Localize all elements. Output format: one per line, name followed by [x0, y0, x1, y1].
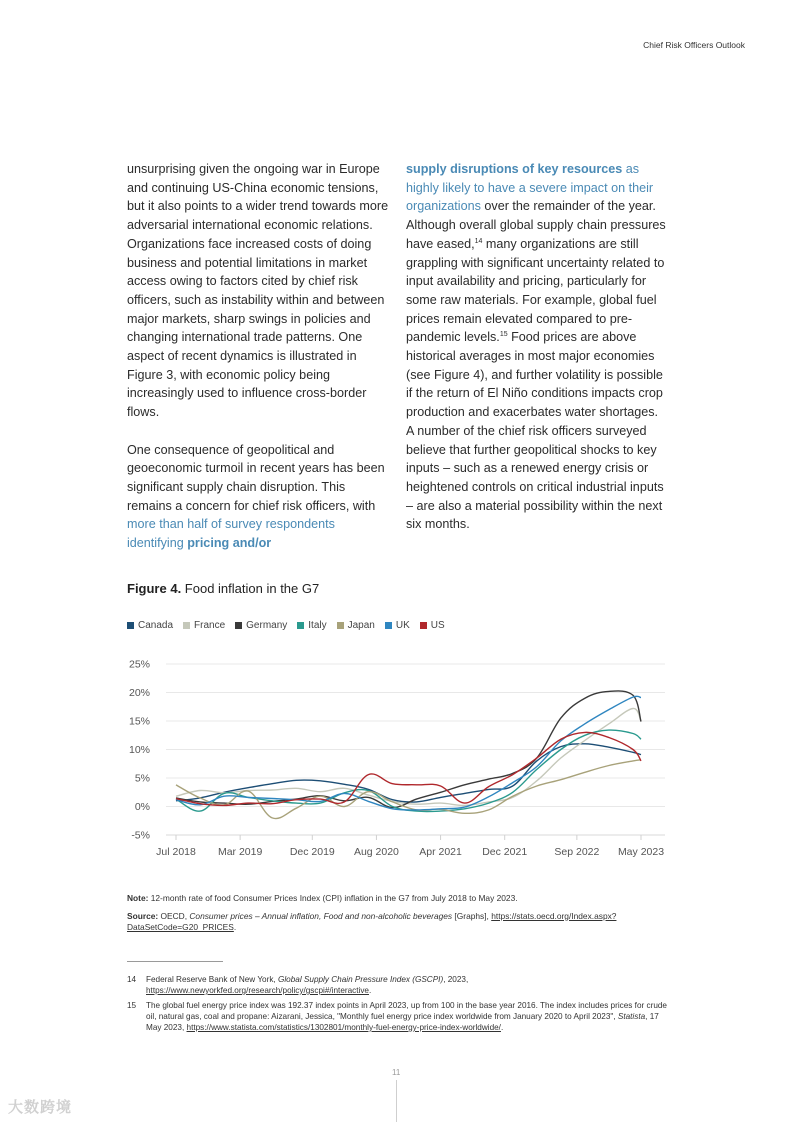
footnote-link[interactable]: https://www.statista.com/statistics/1302801/monthly-fuel-energy-price-index-worldwide/: [186, 1023, 501, 1032]
footnote-italic: Global Supply Chain Pressure Index (GSCPI): [277, 975, 444, 984]
running-header: Chief Risk Officers Outlook: [643, 40, 745, 50]
series-line-uk: [176, 696, 641, 810]
footnote-14: [127, 974, 667, 996]
legend-item-germany: [235, 620, 287, 631]
body-left-column: [127, 160, 389, 571]
paragraph-1: unsurprising given the ongoing war in Europe and continuing US-China economic tensions, but it also points to a wider trend towards more adversarial international economic relations. Organizations face increased costs of doing business and potential limitations in market access owing to factors cited by chief risk officers, such as instability within and between major markets, sharp swings in policies and changing international trade patterns. One aspect of recent dynamics is illustrated in Figure 3, with economic policy being increasingly used to influence cross-border flows.: [127, 162, 389, 420]
series-line-italy: [176, 730, 641, 811]
x-tick-label: May 2023: [617, 846, 665, 858]
figure-label: Figure 4.: [127, 581, 182, 596]
y-tick-label: 5%: [134, 772, 150, 785]
legend-item-uk: [385, 620, 410, 631]
x-tick-label: Dec 2019: [289, 846, 335, 858]
line-chart: [120, 650, 680, 870]
source-label: Source:: [127, 910, 159, 921]
footnote-number: 14: [127, 975, 137, 984]
footnote-number: 15: [127, 1001, 137, 1010]
legend-swatch-icon: [385, 622, 392, 629]
figure-notes: [127, 893, 667, 940]
legend-swatch-icon: [235, 622, 242, 629]
footnote-ref-15[interactable]: 15: [499, 331, 508, 339]
page-divider-line: [396, 1080, 397, 1122]
highlight-text: more than half of survey respondents identifying: [127, 517, 335, 551]
legend-item-japan: [337, 620, 375, 631]
x-tick-label: Jul 2018: [156, 846, 196, 858]
figure-caption: Food inflation in the G7: [181, 581, 320, 596]
footnote-end: .: [368, 986, 372, 995]
legend-item-us: [420, 620, 445, 631]
legend-swatch-icon: [297, 622, 304, 629]
footnote-text-part: The global fuel energy price index was 192.37 index points in April 2023, up from 100 in the base year 2016. The index includes prices for crude oil, natural gas, coal and propane: Aizarani, Jessica, "Monthly fuel energy price index worldwide from January 2020 to April 2023",: [146, 1001, 667, 1021]
y-tick-label: 0%: [134, 801, 150, 813]
legend-label: Italy: [308, 620, 327, 631]
footnotes: [127, 974, 667, 1037]
y-tick-label: -5%: [131, 829, 150, 842]
footnote-text-part: Federal Reserve Bank of New York,: [146, 975, 278, 984]
footnote-ref-14[interactable]: 14: [474, 237, 483, 245]
highlight-bold-text: pricing and/or: [187, 536, 272, 551]
series-line-canada: [176, 744, 641, 802]
note-text: 12-month rate of food Consumer Prices Index (CPI) inflation in the G7 from July 2018 to May 2023.: [148, 893, 518, 903]
footnote-text-part: , 2023,: [443, 975, 469, 984]
legend-swatch-icon: [420, 622, 427, 629]
footnote-text: [146, 974, 667, 996]
paragraph-3-text-2: many organizations are still grappling with significant uncertainty related to input availability and pricing, particularly for some raw materials. For example, global fuel prices remain elevated compared to pre-pandemic levels.: [406, 236, 665, 345]
footnote-italic: Statista: [617, 1012, 646, 1021]
footnote-text: [146, 1000, 667, 1033]
legend-swatch-icon: [127, 622, 134, 629]
legend-swatch-icon: [183, 622, 190, 629]
x-tick-label: Aug 2020: [353, 846, 399, 858]
footnote-divider: [127, 961, 223, 962]
legend-label: Japan: [347, 620, 375, 631]
x-tick-label: Dec 2021: [482, 846, 528, 858]
figure-title: [127, 581, 319, 596]
legend-item-france: [183, 620, 225, 631]
paragraph-3: [406, 160, 668, 534]
source-line: [127, 911, 667, 934]
legend-item-canada: [127, 620, 173, 631]
paragraph-3-text-1: over the remainder of the year. Although overall global supply chain pressures have eased,: [406, 199, 666, 251]
legend-label: UK: [395, 620, 410, 631]
series-line-us: [176, 732, 641, 805]
paragraph-2: [127, 441, 389, 553]
source-text: OECD,: [158, 910, 190, 921]
source-end: .: [233, 922, 237, 932]
legend-label: Germany: [246, 620, 288, 631]
y-tick-label: 25%: [128, 658, 150, 671]
footnote-text-part: , 17 May 2023,: [146, 1012, 659, 1032]
legend-item-italy: [297, 620, 326, 631]
legend-label: US: [430, 620, 445, 631]
paragraph-3-text-3: Food prices are above historical averages in most major economies (see Figure 4), and further volatility is possible if the return of El Niño conditions impacts crop production and exacerbates water shortages. A number of the chief risk officers surveyed believe that further geopolitical shocks to key inputs – such as a renewed energy crisis or heightened controls on critical industrial inputs – are also a material possibility within the next six months.: [406, 330, 664, 532]
source-text-2: [Graphs],: [452, 910, 492, 921]
source-link[interactable]: https://stats.oecd.org/Index.aspx?DataSetCode=G20_PRICES: [127, 910, 617, 932]
footnote-end: .: [500, 1023, 504, 1032]
paragraph-2-text: One consequence of geopolitical and geoeconomic turmoil in recent years has been significant supply chain disruption. This remains a concern for chief risk officers, with: [127, 442, 385, 513]
highlight-bold-text: supply disruptions of key resources: [406, 162, 623, 176]
page-number: 11: [392, 1068, 401, 1077]
y-tick-label: 10%: [128, 744, 150, 756]
y-tick-label: 15%: [128, 715, 150, 728]
x-tick-label: Apr 2021: [419, 846, 462, 858]
footnote-15: [127, 1000, 667, 1033]
legend-label: France: [194, 620, 226, 631]
note-label: Note:: [127, 893, 149, 903]
body-right-column: [406, 160, 668, 553]
legend-label: Canada: [138, 620, 174, 631]
highlight-text: as highly likely to have a severe impact on their organizations: [406, 162, 654, 214]
source-title: Consumer prices – Annual inflation, Food and non-alcoholic beverages: [189, 910, 453, 921]
footnote-link[interactable]: https://www.newyorkfed.org/research/policy/gscpi#/interactive: [146, 986, 369, 995]
x-tick-label: Mar 2019: [217, 846, 263, 858]
x-tick-label: Sep 2022: [554, 846, 600, 858]
legend-swatch-icon: [337, 622, 344, 629]
note-line: [127, 893, 667, 905]
watermark-logo: 大数跨境: [8, 1099, 73, 1116]
y-tick-label: 20%: [128, 687, 150, 699]
chart-legend: [127, 620, 455, 631]
